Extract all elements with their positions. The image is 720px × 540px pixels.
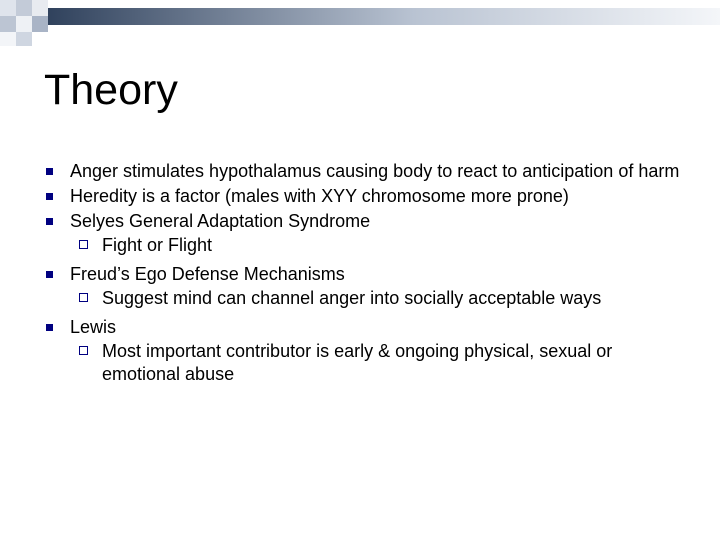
bullet-list	[44, 160, 684, 386]
hollow-square-icon	[79, 240, 88, 249]
sub-bullet-item	[44, 340, 684, 386]
bullet-text: Freud’s Ego Defense Mechanisms	[70, 264, 345, 284]
slide-title: Theory	[44, 66, 178, 114]
bullet-text: Lewis	[70, 317, 117, 337]
filled-square-icon	[46, 193, 53, 200]
header-decoration	[0, 0, 720, 48]
bullet-item	[44, 210, 684, 233]
bullet-text: Heredity is a factor (males with XYY chromosome more prone)	[70, 186, 569, 206]
sub-bullet-item	[44, 234, 684, 257]
hollow-square-icon	[79, 293, 88, 302]
bullet-item	[44, 263, 684, 286]
bullet-item	[44, 316, 684, 339]
filled-square-icon	[46, 168, 53, 175]
sub-bullet-text: Fight or Flight	[102, 235, 213, 255]
bullet-item	[44, 185, 684, 208]
bullet-text: Selyes General Adaptation Syndrome	[70, 211, 371, 231]
sub-bullet-text: Most important contributor is early & ongoing physical, sexual or emotional abuse	[102, 341, 613, 384]
hollow-square-icon	[79, 346, 88, 355]
sub-bullet-item	[44, 287, 684, 310]
filled-square-icon	[46, 324, 53, 331]
bullet-item	[44, 160, 684, 183]
bullet-text: Anger stimulates hypothalamus causing body to react to anticipation of harm	[70, 161, 680, 181]
filled-square-icon	[46, 218, 53, 225]
sub-bullet-text: Suggest mind can channel anger into socially acceptable ways	[102, 288, 602, 308]
filled-square-icon	[46, 271, 53, 278]
